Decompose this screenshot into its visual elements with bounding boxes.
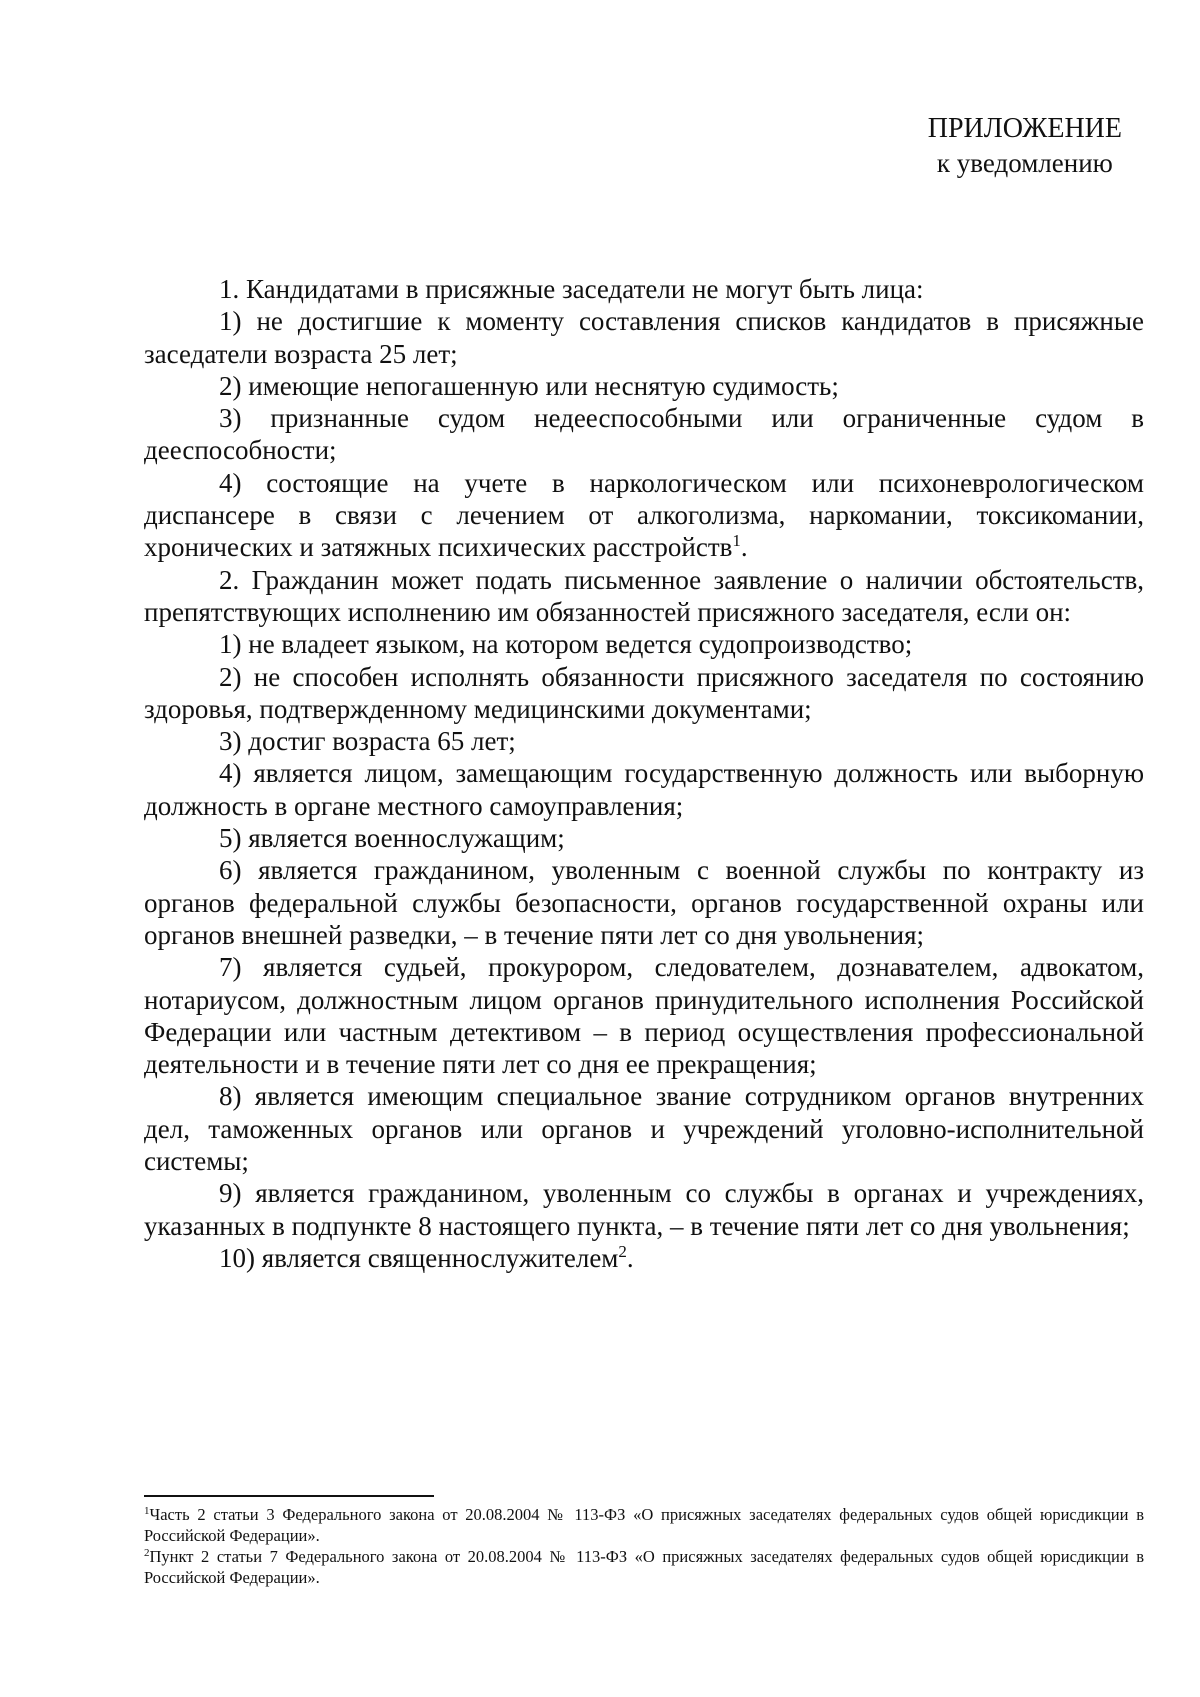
paragraph-1-3: 3) признанные судом недееспособными или ограниченные судом в дееспособности;: [144, 403, 1144, 466]
appendix-title: ПРИЛОЖЕНИЕ: [927, 113, 1122, 144]
paragraph-1-1: 1) не достигшие к моменту составления списков кандидатов в присяжные заседатели возраста 25 лет;: [144, 306, 1144, 369]
document-body: [144, 273, 1144, 1274]
footnote-ref-2: 2: [618, 1241, 627, 1261]
footnote-ref-1: 1: [732, 531, 741, 551]
paragraph-1-4: 4) состоящие на учете в наркологическом или психоневрологическом диспансере в связи с лечением от алкоголизма, наркомании, токсикомании, хронических и затяжных психических расстройств$^1$.: [144, 467, 1144, 563]
appendix-subtitle: к уведомлению: [936, 148, 1113, 178]
paragraph-2-7: 7) является судьей, прокурором, следователем, дознавателем, адвокатом, нотариусом, должностным лицом органов принудительного исполнения Российской Федерации или частным детективом – в период осуществления профессиональной деятельности и в течение пяти лет со дня ее прекращения;: [144, 952, 1144, 1080]
footnotes: [144, 1504, 1144, 1588]
paragraph-2-3: 3) достиг возраста 65 лет;: [219, 726, 516, 757]
paragraph-2: 2. Гражданин может подать письменное заявление о наличии обстоятельств, препятствующих исполнению им обязанностей присяжного заседателя, если он:: [144, 564, 1144, 627]
footnote-separator: [144, 1495, 434, 1497]
paragraph-1: 1. Кандидатами в присяжные заседатели не могут быть лица:: [219, 274, 924, 304]
document-header: [928, 112, 1122, 180]
paragraph-2-6: 6) является гражданином, уволенным с военной службы по контракту из органов федеральной службы безопасности, органов государственной охраны или органов внешней разведки, – в течение пяти лет со дня увольнения;: [144, 855, 1144, 950]
footnote-1: $^1$Часть 2 статьи 3 Федерального закона от 20.08.2004 № 113-ФЗ «О присяжных заседателях федеральных судов общей юрисдикции в Российской Федерации».: [144, 1505, 1144, 1545]
paragraph-1-2: 2) имеющие непогашенную или неснятую судимость;: [219, 370, 839, 401]
paragraph-2-9: 9) является гражданином, уволенным со службы в органах и учреждениях, указанных в подпункте 8 настоящего пункта, – в течение пяти лет со дня увольнения;: [144, 1178, 1144, 1241]
paragraph-2-5: 5) является военнослужащим;: [219, 823, 565, 854]
footnote-2: $^2$Пункт 2 статьи 7 Федерального закона от 20.08.2004 № 113-ФЗ «О присяжных заседателях федеральных судов общей юрисдикции в Российской Федерации».: [144, 1547, 1144, 1587]
paragraph-2-8: 8) является имеющим специальное звание сотрудником органов внутренних дел, таможенных органов или органов и учреждений уголовно-исполнительной системы;: [144, 1081, 1144, 1177]
paragraph-2-4: 4) является лицом, замещающим государственную должность или выборную должность в органе местного самоуправления;: [144, 758, 1144, 821]
paragraph-2-10: 10) является священнослужителем$^2$.: [219, 1241, 634, 1273]
paragraph-2-2: 2) не способен исполнять обязанности присяжного заседателя по состоянию здоровья, подтвержденному медицинскими документами;: [144, 661, 1144, 724]
paragraph-2-1: 1) не владеет языком, на котором ведется судопроизводство;: [219, 629, 913, 660]
